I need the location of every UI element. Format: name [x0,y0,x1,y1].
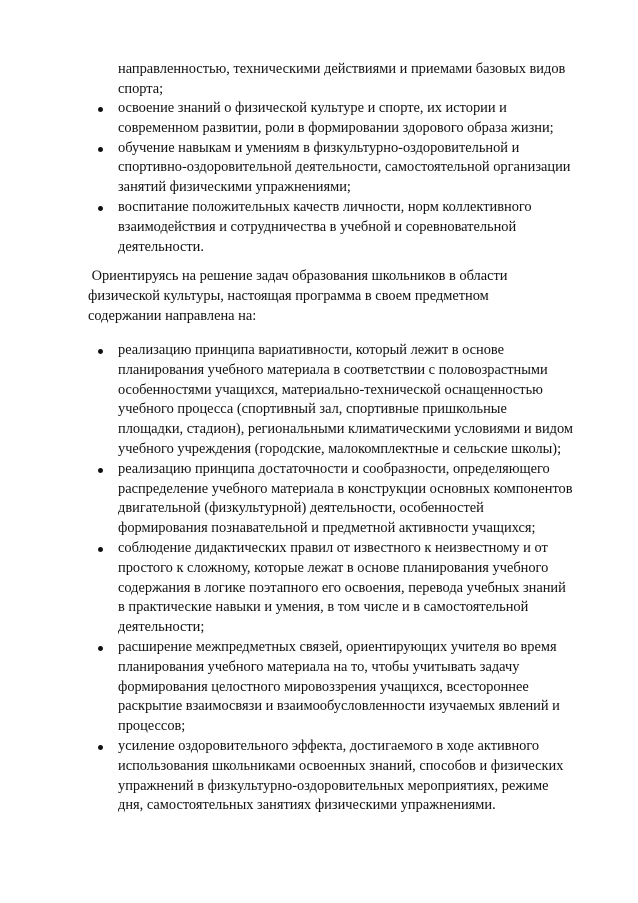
text-line: содержании направлена на: [88,307,257,324]
text-line: реализацию принципа достаточности и сообразности, определяющего [118,460,550,477]
list-item [98,198,618,257]
bullet-icon [98,206,103,211]
text-line: воспитание положительных качеств личности, норм коллективного [118,198,532,215]
text-line: процессов; [118,718,186,735]
list-item [98,139,618,198]
text-line: упражнений в физкультурно-оздоровительных мероприятиях, режиме [118,777,549,794]
text-line: деятельности; [118,619,205,636]
body-paragraph [88,267,628,326]
text-line: особенностями учащихся, материально-технической оснащенностью [118,381,543,398]
list-item [98,539,618,638]
list-item [98,460,618,539]
text-line: занятий физическими упражнениями; [118,179,351,196]
text-line: в практические навыки и умения, в том числе и в самостоятельной [118,599,529,616]
bullet-icon [98,745,103,750]
text-line: двигательной (физкультурной) деятельности, особенностей [118,500,484,517]
bullet-icon [98,646,103,651]
text-line: современном развитии, роли в формировании здорового образа жизни; [118,119,554,136]
bullet-icon [98,147,103,152]
text-line: деятельности. [118,238,204,255]
text-line: содержания в логике поэтапного его освоения, перевода учебных знаний [118,579,566,596]
text-line: освоение знаний о физической культуре и спорте, их истории и [118,100,507,116]
program-directions-bullet-list [98,341,618,816]
text-line: формирования целостного мировоззрения учащихся, всестороннее [118,678,529,695]
text-line: Ориентируясь на решение задач образования школьников в области [88,268,508,284]
text-line: физической культуры, настоящая программа в своем предметном [88,287,489,304]
text-line: раскрытие взаимосвязи и взаимообусловленности изучаемых явлений и [118,698,560,715]
text-line: спорта; [118,80,164,97]
text-line: использования школьниками освоенных знаний, способов и физических [118,757,564,774]
goals-bullet-list [98,99,618,257]
text-line: соблюдение дидактических правил от известного к неизвестному и от [118,539,548,556]
bullet-icon [98,107,103,112]
bullet-icon [98,349,103,354]
text-line: реализацию принципа вариативности, который лежит в основе [118,342,505,358]
text-line: спортивно-оздоровительной деятельности, самостоятельной организации [118,159,571,176]
list-item [98,737,618,816]
text-line: дня, самостоятельных занятиях физическими упражнениями. [118,797,496,814]
text-line: направленностью, техническими действиями и приемами базовых видов [118,61,566,77]
list-item [98,99,618,139]
bullet-icon [98,547,103,552]
text-line: формирования познавательной и предметной активности учащихся; [118,520,536,537]
text-line: площадки, стадион), региональными климатическими условиями и видом [118,421,573,438]
text-line: учебного учреждения (городские, малокомплектные и сельские школы); [118,440,562,457]
continued-list-item [118,60,618,100]
text-line: усиление оздоровительного эффекта, достигаемого в ходе активного [118,737,540,754]
text-line: планирования учебного материала на то, чтобы учитывать задачу [118,658,520,675]
text-line: обучение навыкам и умениям в физкультурно-оздоровительной и [118,139,520,156]
text-line: распределение учебного материала в конструкции основных компонентов [118,480,573,497]
text-line: взаимодействия и сотрудничества в учебной и соревновательной [118,218,517,235]
bullet-icon [98,468,103,473]
text-line: простого к сложному, которые лежат в основе планирования учебного [118,559,549,576]
list-item [98,341,618,460]
list-item [98,638,618,737]
text-line: расширение межпредметных связей, ориентирующих учителя во время [118,638,557,655]
text-line: учебного процесса (спортивный зал, спортивные пришкольные [118,401,507,418]
text-line: планирования учебного материала в соответствии с половозрастными [118,361,548,378]
